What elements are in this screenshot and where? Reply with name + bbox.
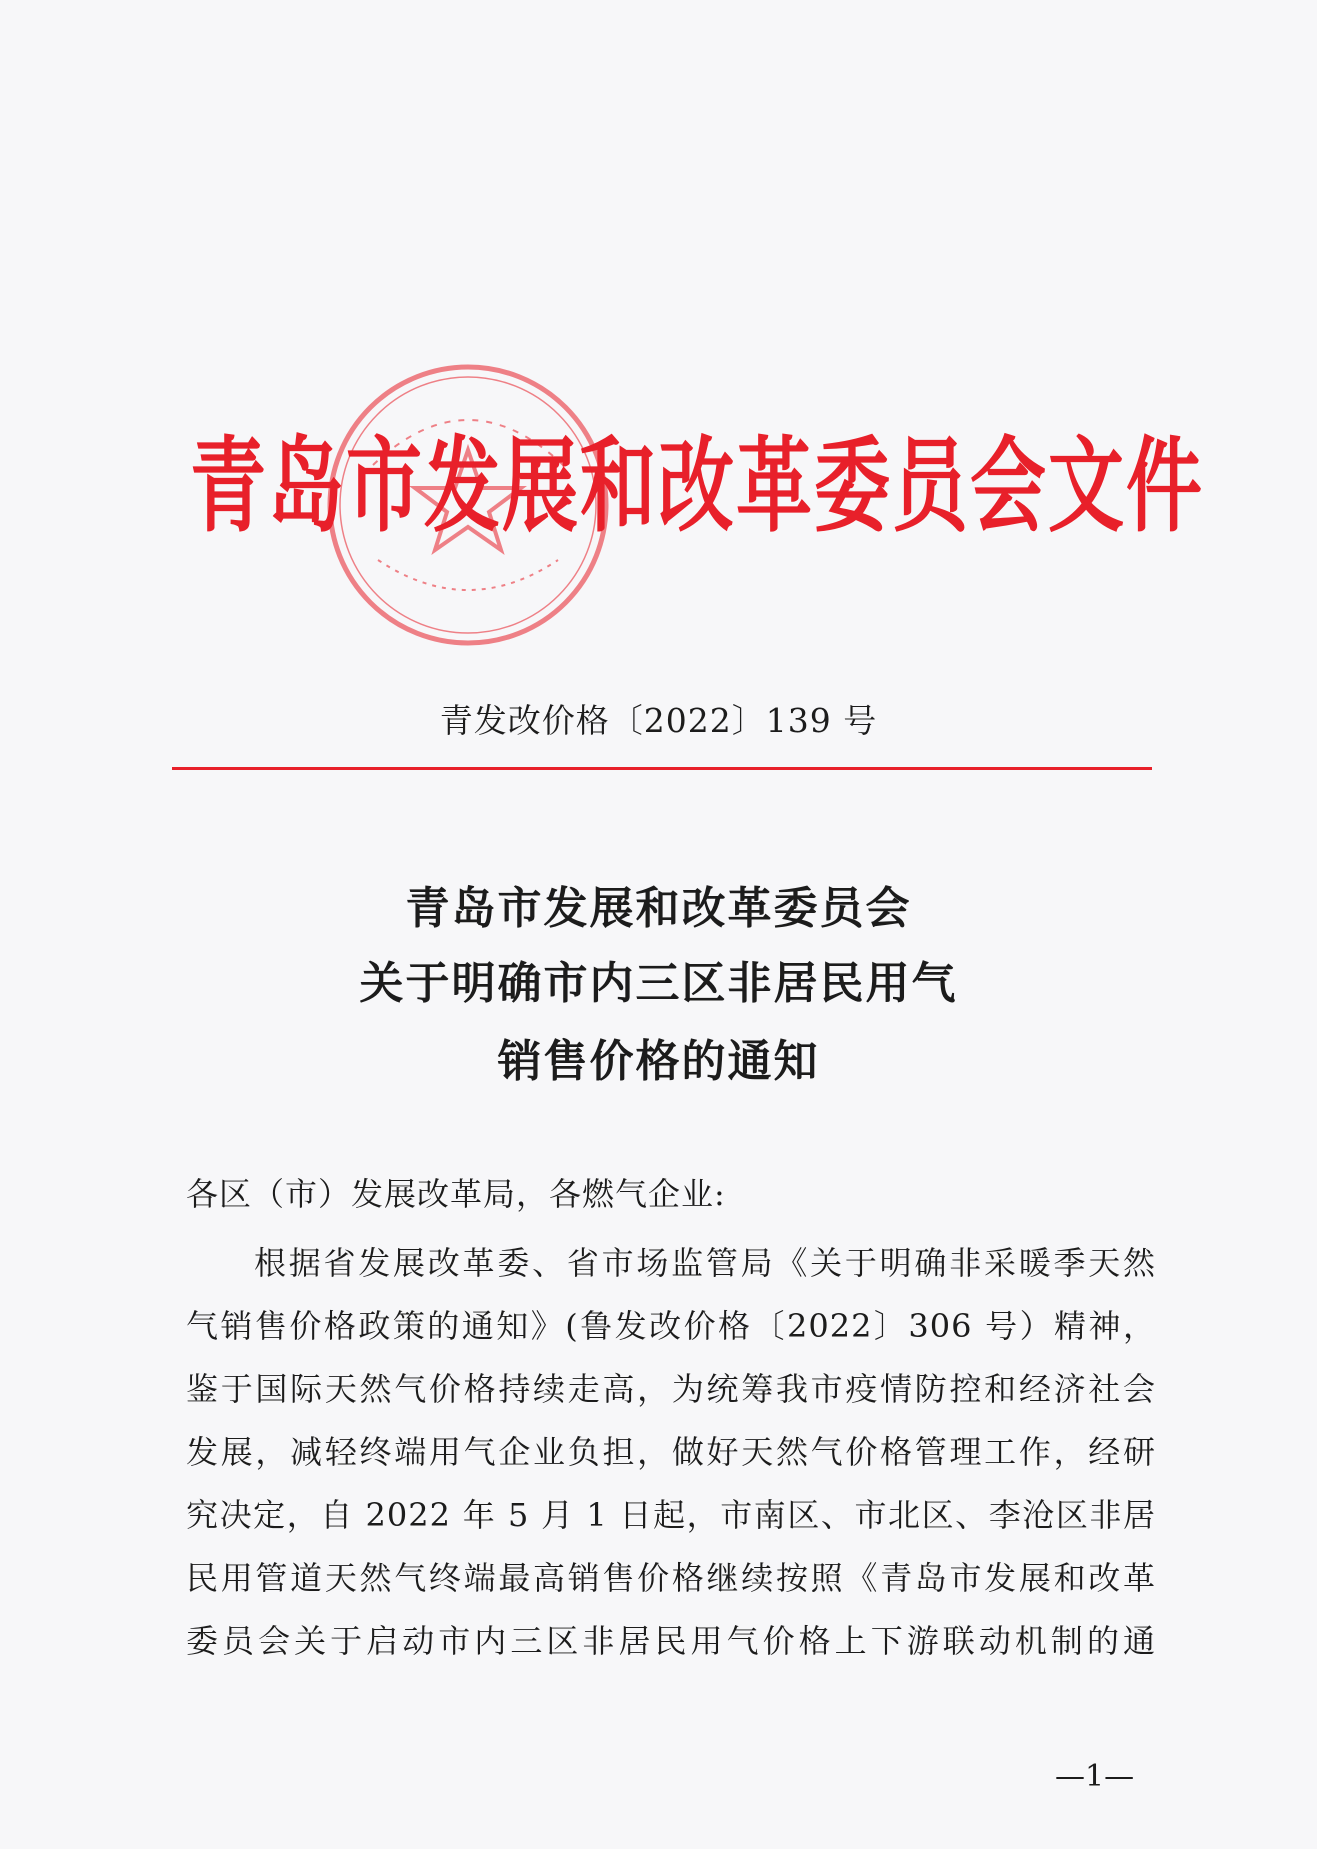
document-number: 青发改价格〔2022〕139 号 — [439, 701, 878, 740]
page-number: —1— — [1055, 1759, 1135, 1794]
body-line-4: 发展，减轻终端用气企业负担，做好天然气价格管理工作，经研 — [186, 1433, 1156, 1471]
body-line-6: 民用管道天然气终端最高销售价格继续按照《青岛市发展和改革 — [186, 1559, 1156, 1597]
title-line-3: 销售价格的通知 — [497, 1036, 820, 1087]
body-line-5: 究决定，自 2022 年 5 月 1 日起，市南区、市北区、李沧区非居 — [186, 1496, 1156, 1534]
masthead-title: 青岛市发展和改革委员会文件 — [190, 425, 1204, 546]
body-line-3: 鉴于国际天然气价格持续走高，为统筹我市疫情防控和经济社会 — [186, 1370, 1156, 1408]
title-line-1: 青岛市发展和改革委员会 — [405, 883, 912, 934]
salutation: 各区（市）发展改革局，各燃气企业: — [186, 1175, 726, 1213]
title-line-2: 关于明确市内三区非居民用气 — [359, 958, 958, 1009]
red-divider — [172, 767, 1152, 770]
body-line-1: 根据省发展改革委、省市场监管局《关于明确非采暖季天然 — [254, 1244, 1156, 1282]
body-line-2: 气销售价格政策的通知》(鲁发改价格〔2022〕306 号）精神， — [186, 1307, 1156, 1345]
body-line-7: 委员会关于启动市内三区非居民用气价格上下游联动机制的通 — [186, 1622, 1156, 1660]
